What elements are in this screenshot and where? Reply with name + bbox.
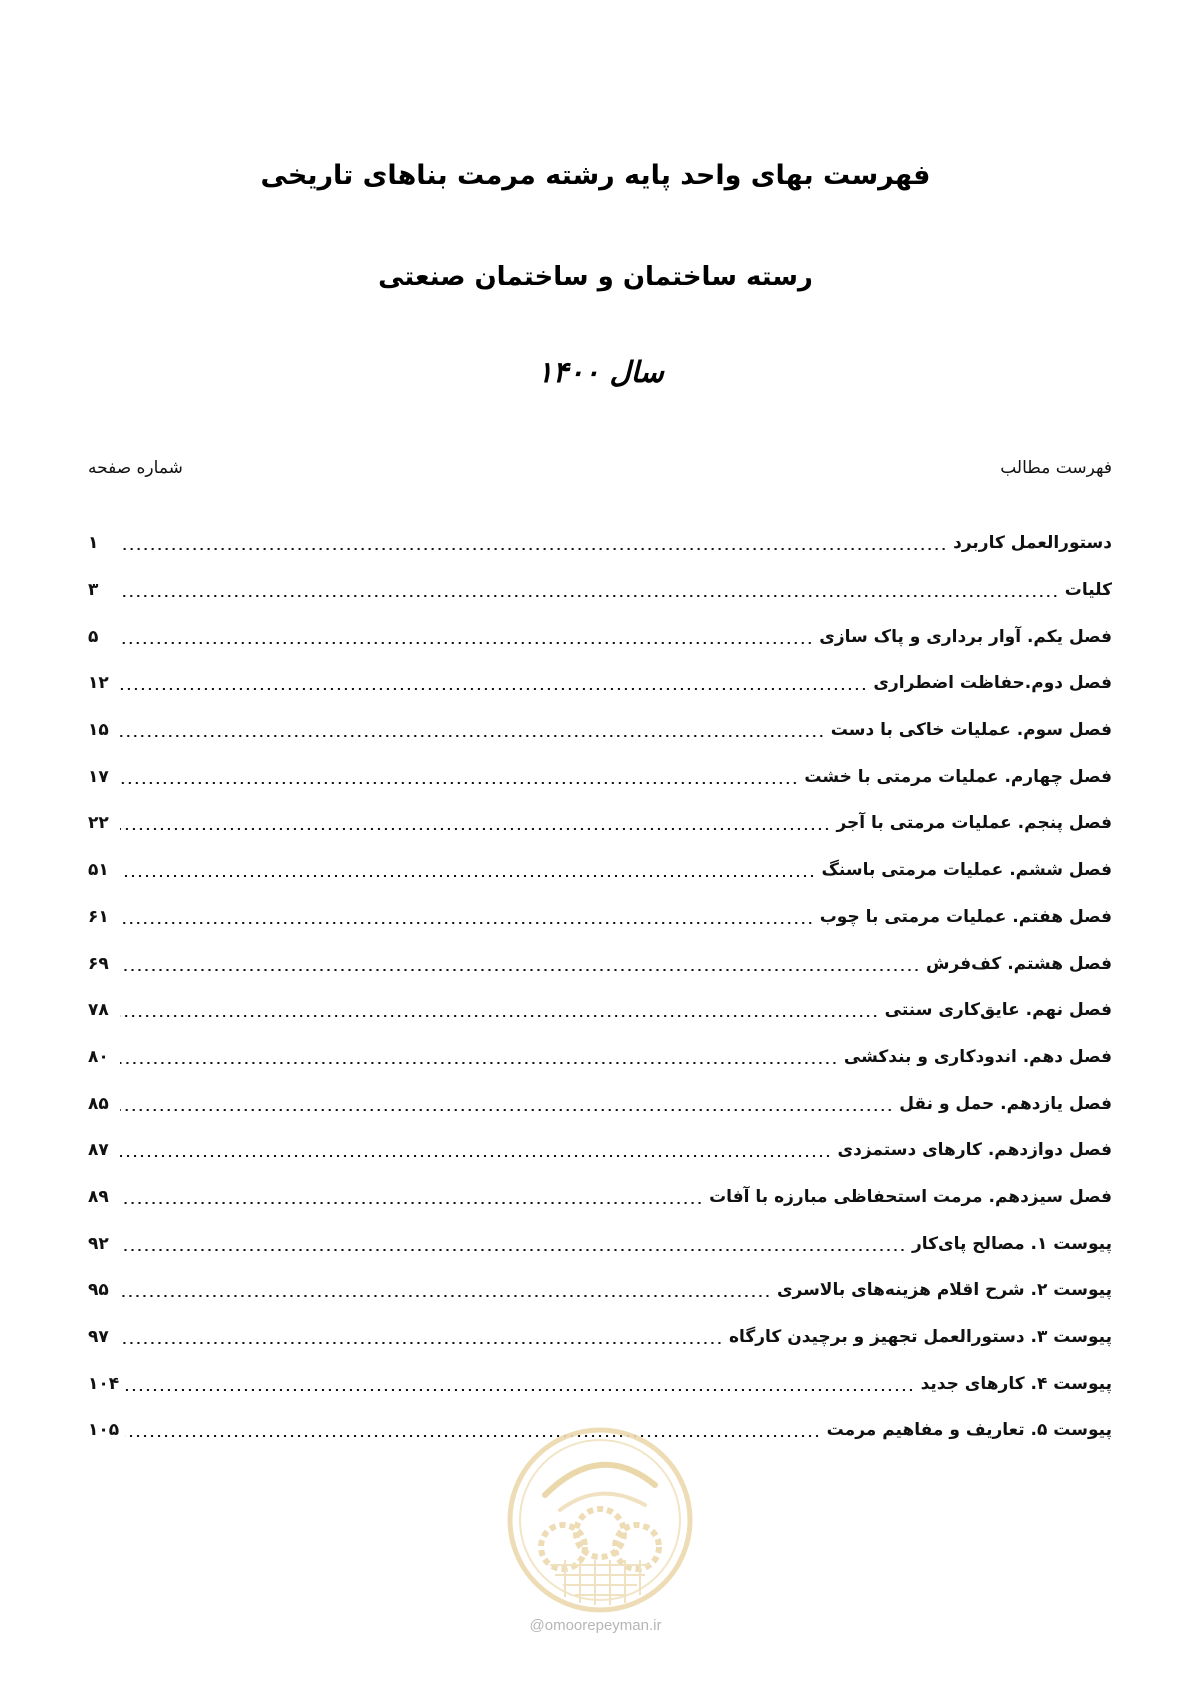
toc-item-page: ۵۱ — [88, 860, 109, 881]
toc-item-page: ۱۵ — [88, 720, 109, 741]
toc-item-page: ۱۰۵ — [88, 1420, 120, 1441]
toc-row — [88, 707, 1112, 754]
toc-item-title: فصل چهارم. عملیات مرمتی با خشت — [804, 766, 1112, 787]
toc-item-title: پیوست ۳. دستورالعمل تجهیز و برچیدن کارگاه — [728, 1327, 1112, 1348]
toc-item-page: ۸۹ — [88, 1186, 109, 1207]
toc-item-title: فصل هفتم. عملیات مرمتی با چوب — [819, 906, 1112, 927]
toc-leader-dots — [125, 1435, 821, 1437]
toc-item-title: دستورالعمل کاربرد — [953, 533, 1112, 554]
toc-leader-dots — [125, 1389, 914, 1391]
toc-row — [88, 613, 1112, 660]
toc-row — [88, 1267, 1112, 1314]
toc-item-title: فصل سیزدهم. مرمت استحفاظی مبارزه با آفات — [709, 1186, 1112, 1207]
toc-row — [88, 567, 1112, 614]
toc-item-page: ۱۷ — [88, 766, 109, 787]
toc-row — [88, 753, 1112, 800]
document-subtitle: رسته ساختمان و ساختمان صنعتی — [378, 262, 813, 292]
toc-item-title: فصل دهم. اندودکاری و بندکشی — [843, 1046, 1112, 1067]
toc-leader-dots — [120, 969, 920, 971]
toc-item-page: ۲۲ — [88, 813, 109, 834]
toc-item-title: فصل یازدهم. حمل و نقل — [899, 1093, 1112, 1114]
table-of-contents — [88, 520, 1112, 1454]
toc-row — [88, 1314, 1112, 1361]
toc-header-page: شماره صفحه — [88, 458, 183, 478]
toc-leader-dots — [120, 782, 798, 784]
toc-row — [88, 987, 1112, 1034]
toc-leader-dots — [120, 1015, 879, 1017]
toc-leader-dots — [120, 1249, 906, 1251]
toc-row — [88, 894, 1112, 941]
toc-row — [88, 520, 1112, 567]
watermark-seal-icon — [505, 1425, 695, 1615]
year-value: ۱۴۰۰ — [537, 355, 600, 389]
toc-leader-dots — [120, 1062, 838, 1064]
toc-row — [88, 1034, 1112, 1081]
toc-item-title: فصل نهم. عایق‌کاری سنتی — [884, 1000, 1112, 1021]
toc-row — [88, 847, 1112, 894]
toc-item-page: ۶۱ — [88, 906, 109, 927]
toc-item-title: فصل هشتم. کف‌فرش — [925, 953, 1112, 974]
toc-item-title: پیوست ۵. تعاریف و مفاهیم مرمت — [826, 1420, 1112, 1441]
year-label: سال — [609, 355, 664, 389]
toc-leader-dots — [120, 642, 813, 644]
toc-leader-dots — [120, 875, 816, 877]
toc-item-page: ۱ — [88, 533, 99, 554]
document-title: فهرست بهای واحد پایه رشته مرمت بناهای تاریخی — [260, 160, 931, 191]
toc-item-page: ۶۹ — [88, 953, 109, 974]
toc-leader-dots — [120, 735, 825, 737]
toc-item-page: ۱۰۴ — [88, 1373, 120, 1394]
toc-row — [88, 1127, 1112, 1174]
toc-leader-dots — [120, 1109, 893, 1111]
toc-row — [88, 660, 1112, 707]
toc-leader-dots — [120, 1155, 832, 1157]
toc-leader-dots — [120, 1202, 703, 1204]
toc-item-title: پیوست ۴. کارهای جدید — [920, 1373, 1112, 1394]
toc-leader-dots — [120, 1342, 723, 1344]
toc-item-title: فصل یکم. آوار برداری و پاک سازی — [819, 626, 1112, 647]
toc-row — [88, 1220, 1112, 1267]
toc-item-page: ۸۷ — [88, 1140, 109, 1161]
toc-item-title: فصل دوازدهم. کارهای دستمزدی — [837, 1140, 1112, 1161]
toc-item-page: ۵ — [88, 626, 99, 647]
toc-item-title: فصل پنجم. عملیات مرمتی با آجر — [836, 813, 1112, 834]
toc-item-page: ۸۵ — [88, 1093, 109, 1114]
toc-leader-dots — [120, 688, 867, 690]
toc-header — [88, 458, 1112, 488]
toc-row — [88, 1360, 1112, 1407]
toc-item-title: فصل ششم. عملیات مرمتی باسنگ — [821, 860, 1112, 881]
toc-leader-dots — [120, 1295, 771, 1297]
toc-item-title: کلیات — [1064, 580, 1112, 601]
toc-item-page: ۷۸ — [88, 1000, 109, 1021]
toc-item-page: ۱۲ — [88, 673, 109, 694]
toc-header-title: فهرست مطالب — [1000, 458, 1112, 478]
toc-leader-dots — [120, 828, 830, 830]
toc-item-page: ۳ — [88, 580, 99, 601]
toc-item-page: ۹۵ — [88, 1280, 109, 1301]
toc-row — [88, 800, 1112, 847]
toc-item-title: فصل سوم. عملیات خاکی با دست — [830, 720, 1112, 741]
toc-item-title: پیوست ۱. مصالح پای‌کار — [911, 1233, 1112, 1254]
watermark-text: @omoorepeyman.ir — [529, 1617, 662, 1634]
toc-leader-dots — [120, 595, 1059, 597]
toc-leader-dots — [120, 922, 814, 924]
toc-row — [88, 940, 1112, 987]
document-year — [0, 355, 1191, 389]
toc-row — [88, 1174, 1112, 1221]
toc-row — [88, 1080, 1112, 1127]
toc-leader-dots — [120, 548, 947, 550]
toc-item-title: پیوست ۲. شرح اقلام هزینه‌های بالاسری — [776, 1280, 1112, 1301]
toc-item-page: ۹۷ — [88, 1327, 109, 1348]
toc-item-page: ۸۰ — [88, 1046, 109, 1067]
toc-item-page: ۹۲ — [88, 1233, 109, 1254]
toc-item-title: فصل دوم.حفاظت اضطراری — [873, 673, 1112, 694]
